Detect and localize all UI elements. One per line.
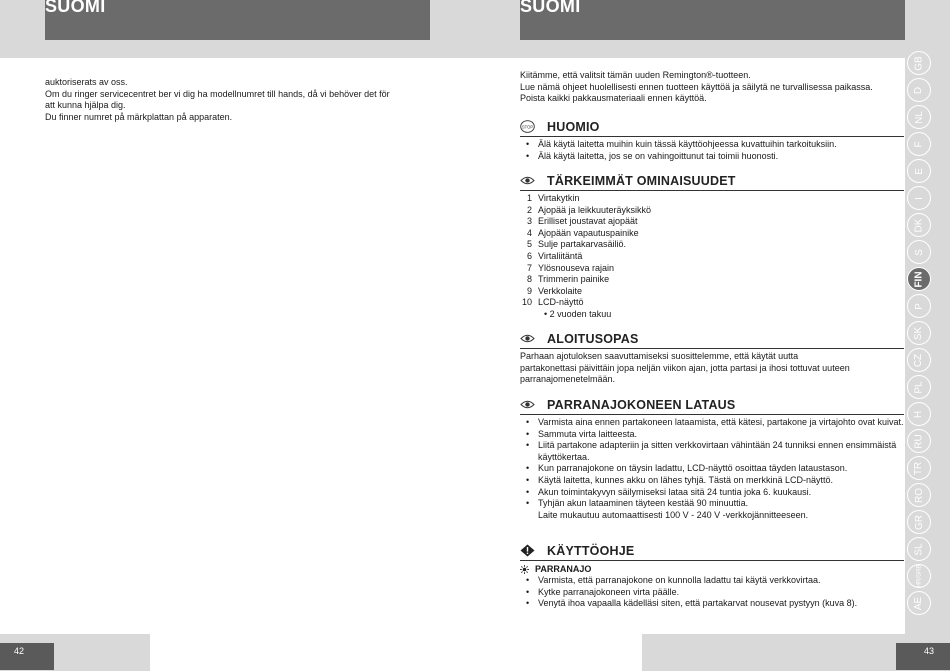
aloitusopas-section [520,329,904,386]
lang-tab-f[interactable] [907,132,931,156]
item-text: Ajopään vapautuspainike [538,227,639,238]
lang-label: SL [913,542,925,556]
lang-label: GR [913,514,925,530]
list-item [520,228,904,240]
aloitusopas-heading [520,329,904,349]
page-number-left: 42 [14,646,25,656]
lang-label: TR [913,461,925,475]
list-item [520,193,904,205]
warranty-note: • 2 vuoden takuu [544,308,612,319]
list-item [520,205,904,217]
lang-tab-ae[interactable] [907,591,931,615]
lang-tab-sk[interactable] [907,321,931,345]
lang-tab-dk[interactable] [907,213,931,237]
item-text: Ajopää ja leikkuuteräyksikkö [538,204,652,215]
left-page-text [45,77,415,123]
intro-line: Kiitämme, että valitsit tämän uuden Remington®-tuotteen. [520,70,751,80]
huomio-list [520,139,904,162]
eye-icon [520,398,535,411]
lataus-title: PARRANAJOKONEEN LATAUS [547,398,736,412]
lang-tab-p[interactable] [907,294,931,318]
list-item: • Kytke parranajokoneen virta päälle. [520,587,904,599]
lang-label: S [913,248,925,256]
eye-icon [520,174,535,187]
left-page-title: SUOMI [45,0,106,16]
parranajo-subheading [520,563,904,575]
item-number: 1 [526,193,532,203]
list-item: • Älä käytä laitetta, jos se on vahingoittunut tai toimii huonosti. [520,151,904,163]
aloitusopas-title: ALOITUSOPAS [547,332,639,346]
item-number: 10 [521,297,532,308]
lang-tab-gr[interactable] [907,510,931,534]
lang-tab-h[interactable] [907,402,931,426]
page-number-box-right [896,643,950,670]
svg-text:STOP: STOP [521,124,534,130]
left-line: auktoriserats av oss. [45,77,128,87]
list-item: • Kun parranajokone on täysin ladattu, LCD-näyttö osoittaa täyden lataustason. [520,463,904,475]
lang-tab-e[interactable] [907,159,931,183]
list-item [520,274,904,286]
lang-label: SK [913,326,925,340]
kayttoohje-list [520,575,904,610]
features-title: TÄRKEIMMÄT OMINAISUUDET [547,174,736,188]
lang-label: DK [913,218,925,232]
lang-tab-s[interactable] [907,240,931,264]
list-item: • Sammuta virta laitteesta. [520,429,904,441]
left-line: Du finner numret på märkplattan på apparaten. [45,111,233,122]
kayttoohje-section [520,541,904,610]
lang-label: FIN [913,270,925,288]
lang-tab-gb[interactable] [907,51,931,75]
item-number: 9 [526,285,532,296]
lang-label: PL [913,380,925,394]
features-section [520,171,904,321]
lang-label: CZ [913,353,925,367]
lang-label: E [913,167,925,175]
lang-label: F [913,140,925,148]
huomio-section [520,117,904,162]
item-text: Sulje partakarvasäiliö. [538,239,627,250]
list-item: • Tyhjän akun lataaminen täyteen kestää 90 minuuttia. Laite mukautuu automaattisesti 100 V - 240 V -verkkojännitteeseen. [520,498,904,521]
lang-tab-i[interactable] [907,186,931,210]
intro-text [520,70,904,105]
lang-label: HR/SRB [916,564,923,588]
para-line: parranajomenetelmään. [520,374,616,385]
lang-label: P [913,302,925,310]
huomio-heading [520,117,904,137]
item-text: Verkkolaite [538,285,583,296]
item-text: Virtakytkin [538,193,580,203]
lang-tab-ro[interactable] [907,483,931,507]
list-item: • Käytä laitetta, kunnes akku on lähes tyhjä. Tästä on merkkinä LCD-näyttö. [520,475,904,487]
lang-tab-tr[interactable] [907,456,931,480]
lataus-heading [520,395,904,415]
lang-label: RO [913,487,925,503]
features-list [520,193,904,309]
page-number-right: 43 [924,646,935,656]
stop-icon [520,120,535,133]
warning-icon [520,544,535,557]
para-line: Parhaan ajotuloksen saavuttamiseksi suosittelemme, että käytät uutta [520,351,799,361]
intro-line: Lue nämä ohjeet huolellisesti ennen tuotteen käyttöä ja säilytä ne turvallisessa paikassa. [520,81,873,92]
lang-label: NL [913,110,925,124]
intro-line: Poista kaikki pakkausmateriaali ennen käyttöä. [520,93,707,104]
lang-tab-hr-srb[interactable] [907,564,931,588]
lang-tab-cz[interactable] [907,348,931,372]
list-item [520,297,904,309]
item-text: LCD-näyttö [538,297,584,308]
list-item [520,216,904,228]
parranajo-label: PARRANAJO [535,564,592,574]
list-item: • Varmista aina ennen partakoneen lataamista, että kätesi, partakone ja virtajohto ovat kuivat. [520,417,904,429]
lang-tab-nl[interactable] [907,105,931,129]
item-text: Erilliset joustavat ajopäät [538,216,638,227]
list-item [520,251,904,263]
lang-tab-sl[interactable] [907,537,931,561]
list-item: • Akun toimintakyvyn säilymiseksi lataa sitä 24 tuntia joka 6. kuukausi. [520,487,904,499]
lang-tab-fin[interactable] [907,267,931,291]
kayttoohje-heading [520,541,904,561]
eye-icon [520,332,535,345]
item-number: 4 [526,227,532,238]
list-item: • Varmista, että parranajokone on kunnolla ladattu tai käytä verkkovirtaa. [520,575,904,587]
item-number: 8 [526,274,532,285]
para-line: partakonettasi päivittäin jopa neljän viikon ajan, jotta partasi ja ihosi tottuvat uuteen [520,362,850,373]
lang-tab-pl[interactable] [907,375,931,399]
item-number: 2 [526,204,532,215]
item-number: 7 [526,262,532,273]
item-text: Ylösnouseva rajain [538,262,615,273]
lang-label: GB [913,55,925,71]
lataus-list [520,417,904,521]
list-item: • Liitä partakone adapteriin ja sitten verkkovirtaan vähintään 24 tunniksi ennen ensimmäistä käyttökertaa. [520,440,904,463]
lang-label: RU [913,433,925,449]
item-number: 6 [526,250,532,261]
huomio-title: HUOMIO [547,120,600,134]
lang-label: AE [913,596,925,610]
list-item: • Älä käytä laitetta muihin kuin tässä käyttöohjeessa kuvattuihin tarkoituksiin. [520,139,904,151]
features-heading [520,171,904,191]
lang-tab-d[interactable] [907,78,931,102]
list-item [520,263,904,275]
kayttoohje-title: KÄYTTÖOHJE [547,544,635,558]
item-text: Trimmerin painike [538,274,610,285]
lang-label: H [913,410,925,418]
aloitusopas-text [520,351,904,386]
list-item: • Venytä ihoa vapaalla kädelläsi siten, että partakarvat nousevat pystyyn (kuva 8). [520,598,904,610]
lang-label: D [913,86,925,94]
left-line: Om du ringer servicecentret ber vi dig ha modellnumret till hands, då vi behöver det för [45,88,390,99]
sun-icon [520,565,529,574]
page-number-box-left [0,643,54,670]
left-line: att kunna hjälpa dig. [45,100,126,111]
lataus-section [520,395,904,521]
lang-tab-ru[interactable] [907,429,931,453]
right-page-header [520,0,905,40]
right-page-title: SUOMI [520,0,581,16]
item-text: Virtaliitäntä [538,250,583,261]
item-number: 5 [526,239,532,250]
lang-label: I [913,196,925,200]
list-item [520,286,904,298]
left-page-header [45,0,430,40]
list-item [520,239,904,251]
item-number: 3 [526,216,532,227]
